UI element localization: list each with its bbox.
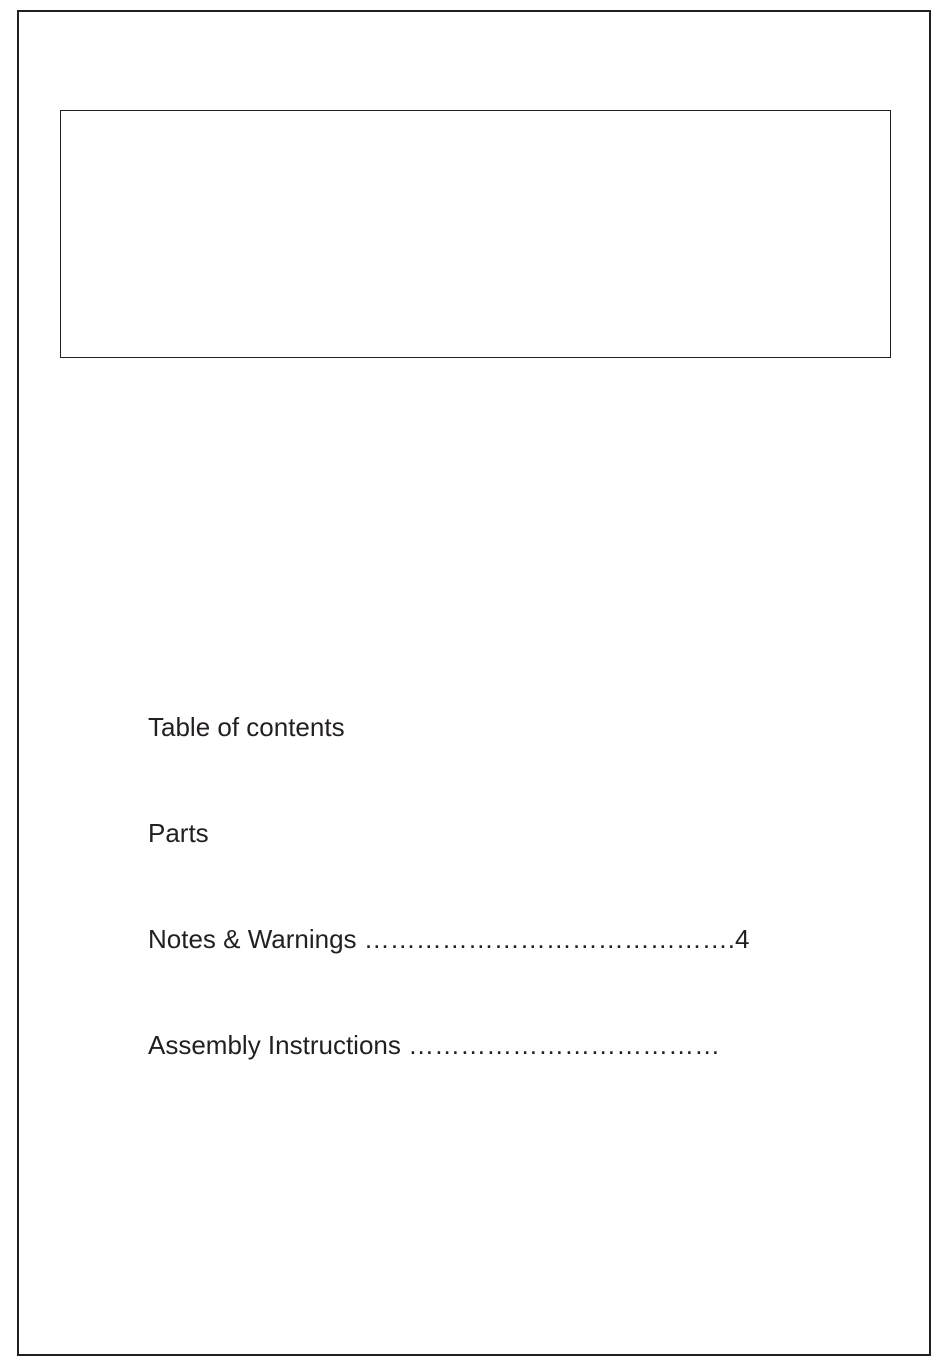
toc-entry-leader: …………………………………….: [356, 924, 736, 954]
toc-entry-assembly-instructions: [148, 1028, 720, 1062]
toc-entry-leader: ………………………………: [400, 1030, 721, 1060]
header-box: [60, 110, 891, 358]
toc-entry-label: Notes & Warnings: [148, 924, 357, 954]
toc-entry-parts: [148, 816, 209, 850]
toc-title: Table of contents: [148, 712, 345, 742]
toc-entry-label: Parts: [148, 818, 209, 848]
toc-entry-label: Assembly Instructions: [148, 1030, 401, 1060]
toc-entry-notes-warnings: [148, 922, 749, 956]
toc-entry-page: 4: [735, 924, 750, 954]
